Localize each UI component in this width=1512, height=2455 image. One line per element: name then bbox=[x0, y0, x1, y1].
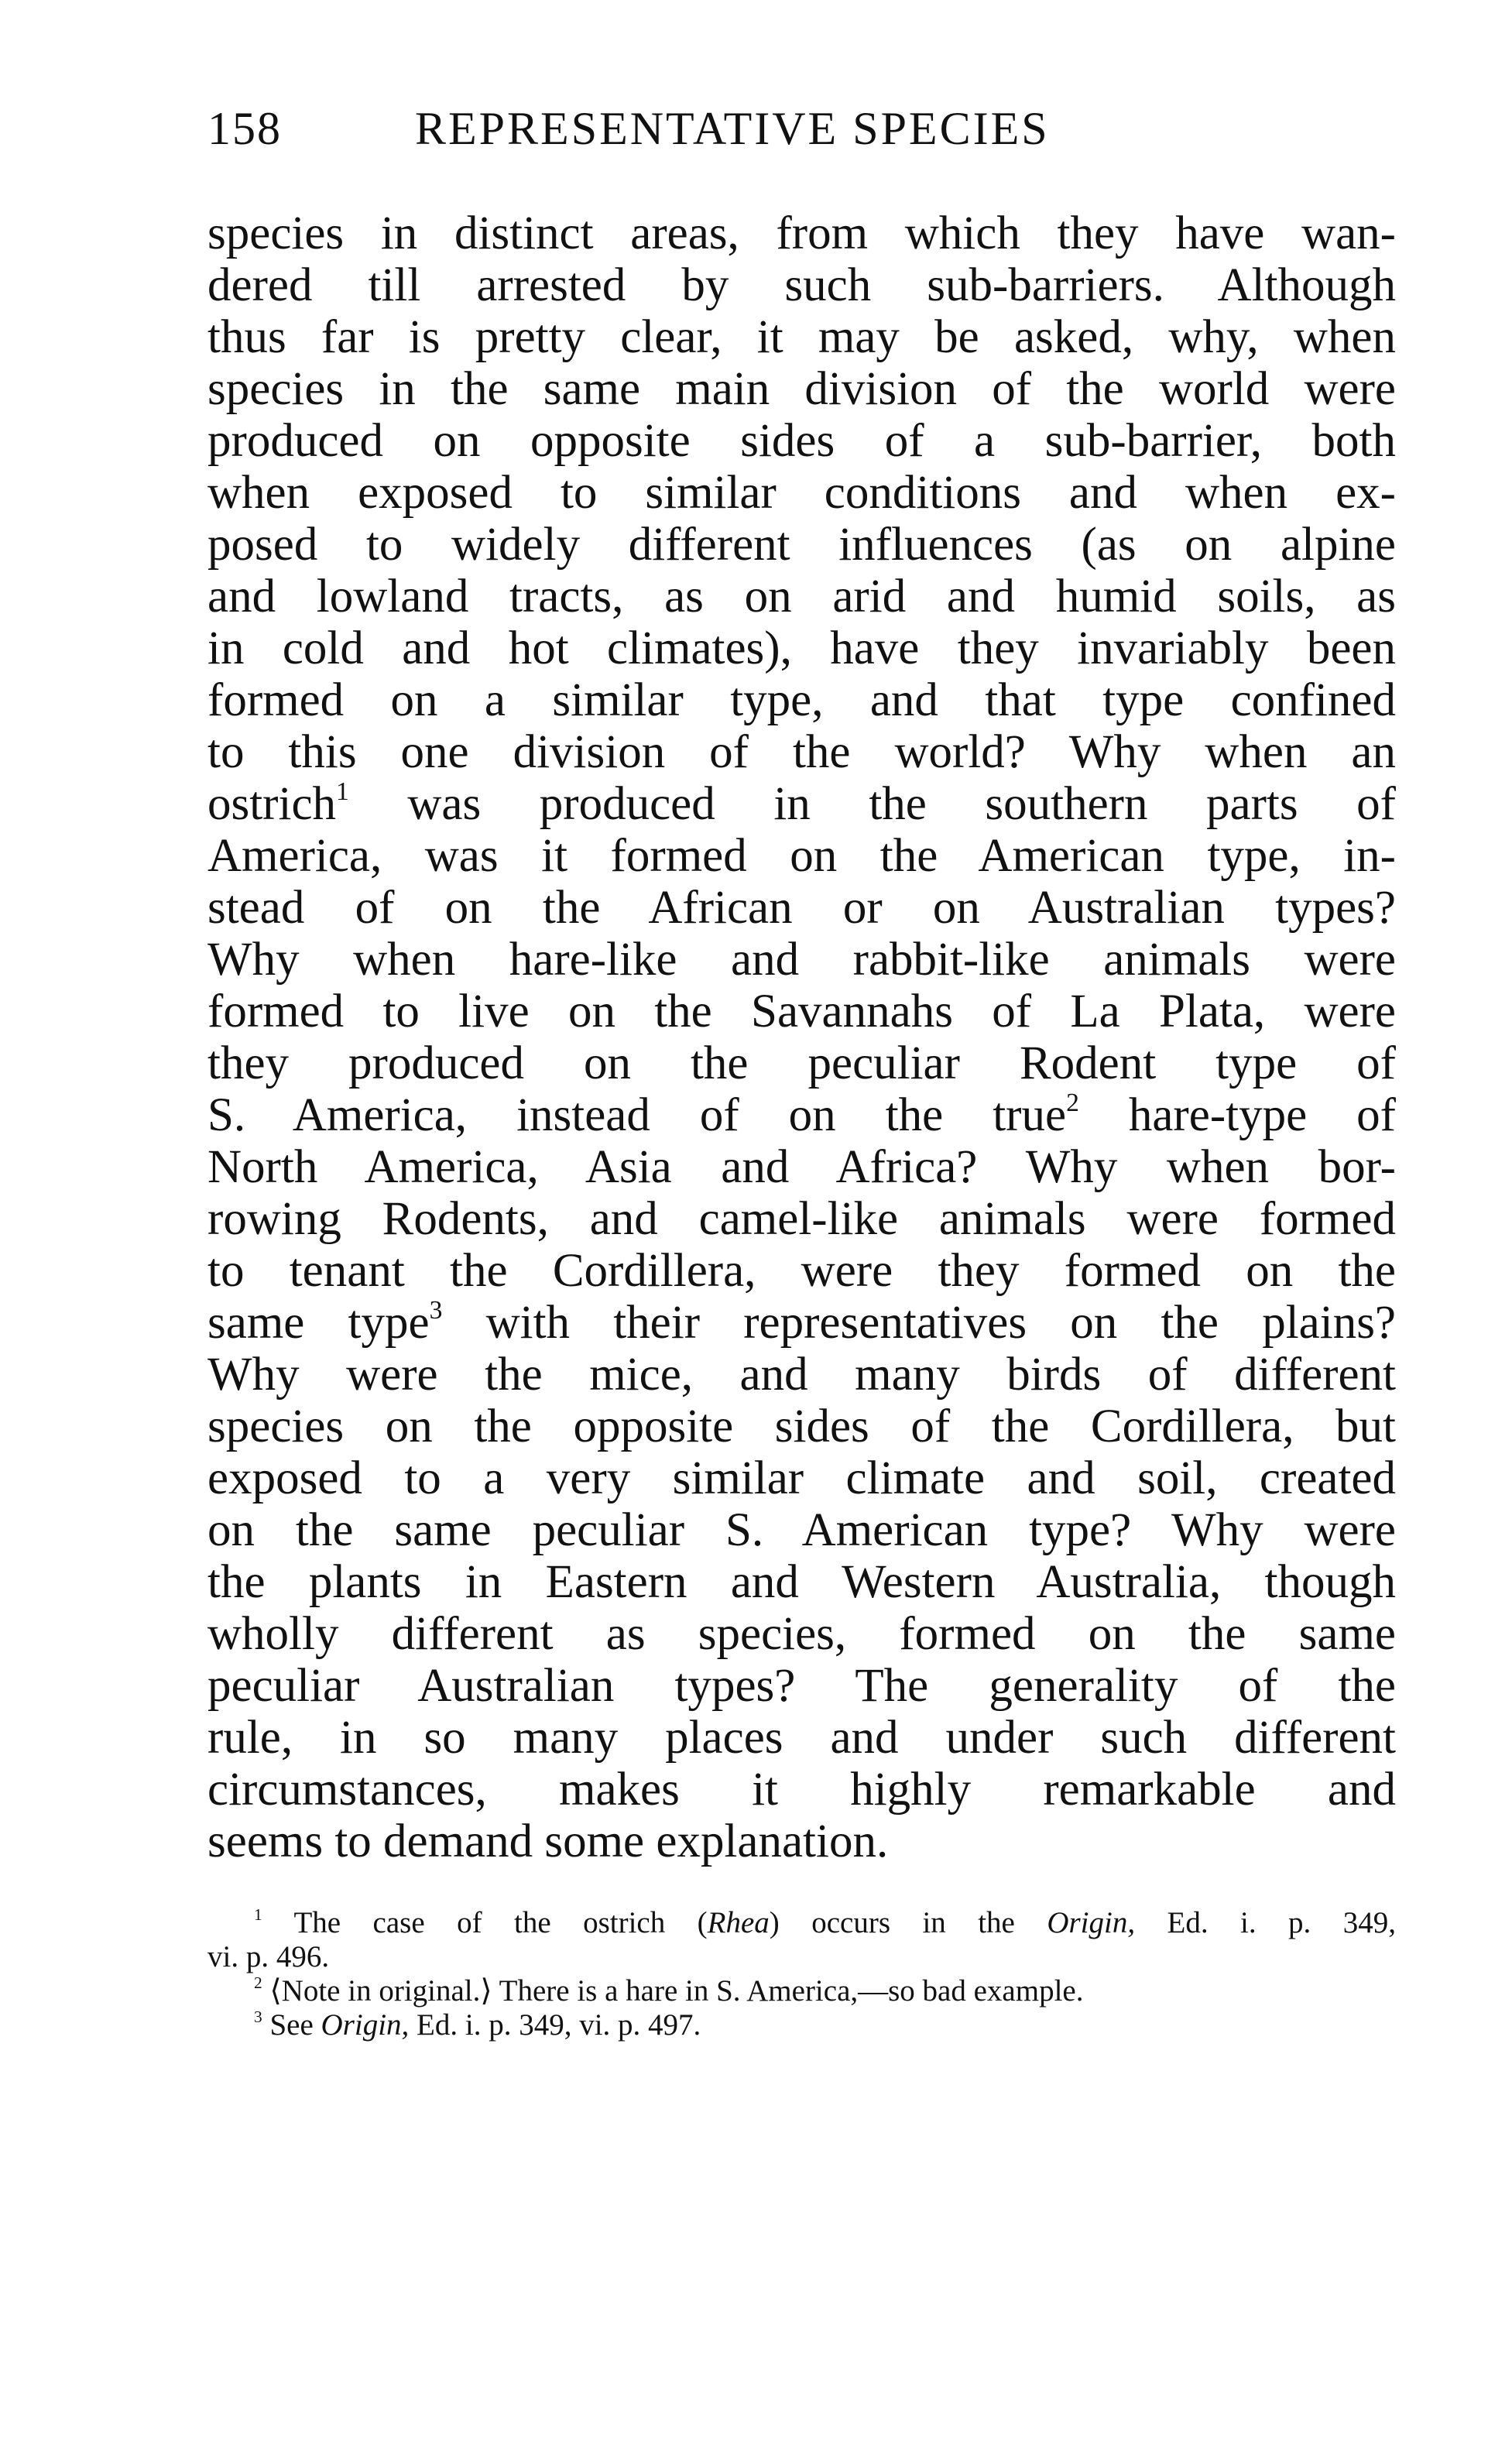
text-line: formed on a similar type, and that type confined bbox=[207, 674, 1396, 726]
text-line: produced on opposite sides of a sub-barrier, both bbox=[207, 415, 1396, 467]
footnote-marker-1: 1 bbox=[254, 1906, 262, 1924]
text-line: in cold and hot climates), have they invariably been bbox=[207, 622, 1396, 674]
footnote-ref-1: 1 bbox=[336, 778, 349, 806]
text-line: America, was it formed on the American type, in- bbox=[207, 830, 1396, 882]
footnote-1: $^1$ The case of the ostrich (Rhea) occurs in the Origin, Ed. i. p. 349, bbox=[254, 1906, 1396, 1939]
running-head bbox=[207, 98, 1396, 159]
footnote-3: $^3$ See Origin, Ed. i. p. 349, vi. p. 497. bbox=[254, 2008, 701, 2042]
text-line: peculiar Australian types? The generality of the bbox=[207, 1660, 1396, 1712]
text-line: to this one division of the world? Why when an bbox=[207, 726, 1396, 778]
running-title: REPRESENTATIVE SPECIES bbox=[415, 103, 1050, 154]
text-line: stead of on the African or on Australian types? bbox=[207, 882, 1396, 934]
text-line: and lowland tracts, as on arid and humid soils, as bbox=[207, 571, 1396, 622]
text-line: rule, in so many places and under such different bbox=[207, 1712, 1396, 1764]
text-line: circumstances, makes it highly remarkable and bbox=[207, 1764, 1396, 1816]
text-line: Why were the mice, and many birds of different bbox=[207, 1349, 1396, 1401]
text-line: the plants in Eastern and Western Australia, though bbox=[207, 1556, 1396, 1608]
text-line: exposed to a very similar climate and soil, created bbox=[207, 1452, 1396, 1504]
text-line: they produced on the peculiar Rodent type of bbox=[207, 1037, 1396, 1089]
footnote-2: $^2$ ⟨Note in original.⟩ There is a hare in S. America,—so bad example. bbox=[254, 1974, 1084, 2008]
footnote-ref-2: 2 bbox=[1066, 1089, 1079, 1117]
text-line-footnote-2: S. America, instead of on the true$^2$ hare-type of bbox=[207, 1089, 1396, 1141]
footnote-ref-3: 3 bbox=[429, 1297, 443, 1325]
footnote-marker-2: 2 bbox=[254, 1974, 262, 1992]
text-line: North America, Asia and Africa? Why when bor- bbox=[207, 1141, 1396, 1193]
footnotes bbox=[207, 1906, 1396, 2042]
text-line: to tenant the Cordillera, were they formed on the bbox=[207, 1245, 1396, 1297]
text-line: when exposed to similar conditions and when ex- bbox=[207, 467, 1396, 519]
text-line-footnote-3: same type$^3$ with their representatives on the plains? bbox=[207, 1297, 1396, 1349]
text-line: rowing Rodents, and camel-like animals were formed bbox=[207, 1193, 1396, 1245]
text-line: thus far is pretty clear, it may be asked, why, when bbox=[207, 311, 1396, 363]
text-line: species on the opposite sides of the Cordillera, but bbox=[207, 1401, 1396, 1452]
body-paragraph bbox=[207, 207, 1396, 1867]
text-line-last: seems to demand some explanation. bbox=[207, 1816, 889, 1867]
text-line: dered till arrested by such sub-barriers. Although bbox=[207, 259, 1396, 311]
text-line: formed to live on the Savannahs of La Plata, were bbox=[207, 986, 1396, 1037]
text-line: wholly different as species, formed on the same bbox=[207, 1608, 1396, 1660]
page-number: 158 bbox=[207, 103, 282, 154]
text-line: on the same peculiar S. American type? Why were bbox=[207, 1504, 1396, 1556]
footnote-1-continuation: vi. p. 496. bbox=[207, 1940, 330, 1973]
footnote-marker-3: 3 bbox=[254, 2008, 262, 2026]
text-line: posed to widely different influences (as on alpine bbox=[207, 519, 1396, 571]
text-line: species in the same main division of the world were bbox=[207, 363, 1396, 415]
text-line-footnote-1: ostrich$^1$ was produced in the southern parts of bbox=[207, 778, 1396, 830]
text-line: Why when hare-like and rabbit-like animals were bbox=[207, 934, 1396, 986]
text-line: species in distinct areas, from which they have wan- bbox=[207, 207, 1396, 259]
